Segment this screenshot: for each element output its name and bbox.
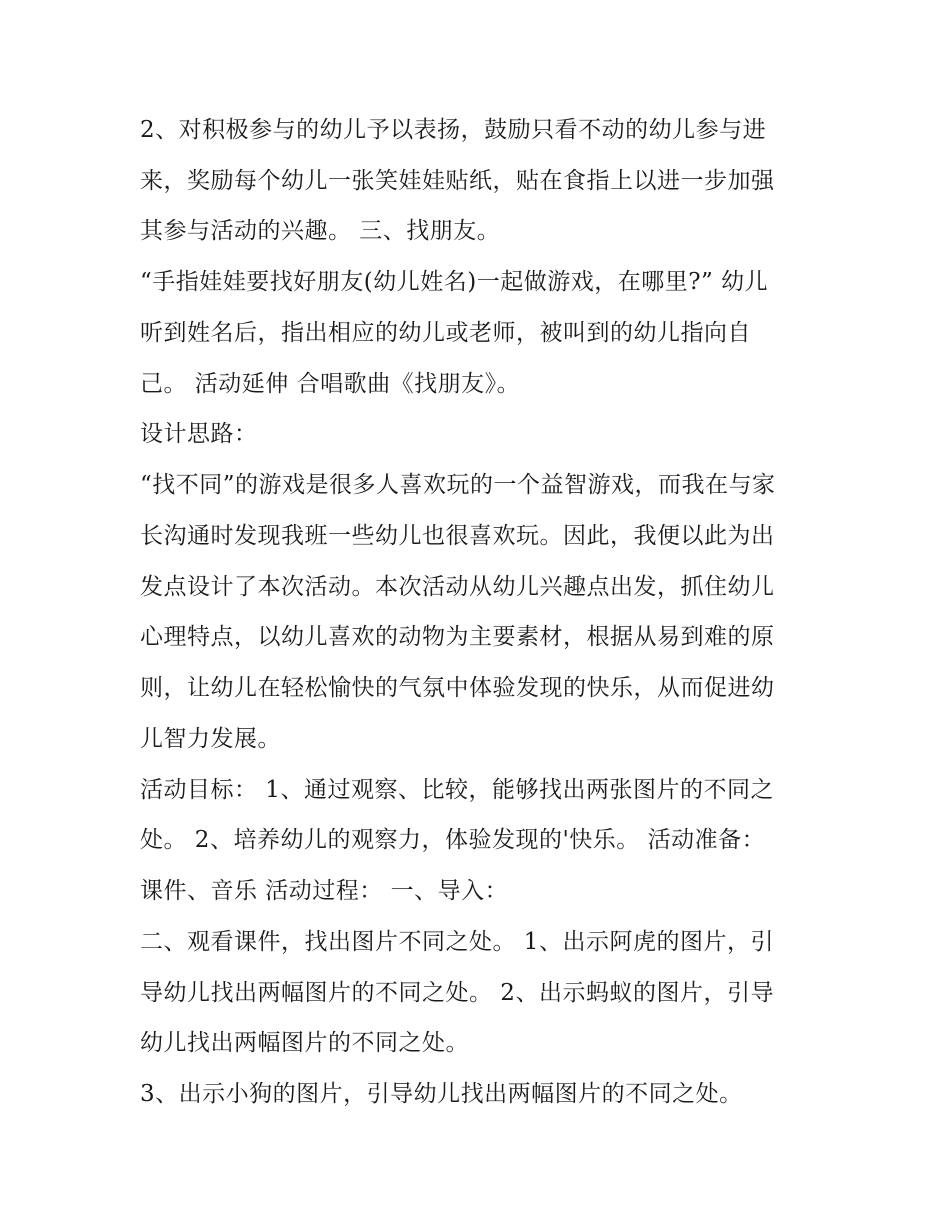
text-line: 二、观看课件，找出图片不同之处。 1、出示阿虎的图片，引 bbox=[140, 929, 774, 955]
text-line: 活动目标： 1、通过观察、比较，能够找出两张图片的不同之 bbox=[140, 777, 774, 803]
text-line: 儿智力发展。 bbox=[140, 726, 281, 752]
text-line: 3、出示小狗的图片，引导幼儿找出两幅图片的不同之处。 bbox=[140, 1081, 743, 1107]
text-line: 幼儿找出两幅图片的不同之处。 bbox=[140, 1030, 469, 1056]
text-line: 心理特点，以幼儿喜欢的动物为主要素材，根据从易到难的原 bbox=[140, 624, 775, 650]
text-line: 来，奖励每个幼儿一张笑娃娃贴纸，贴在食指上以进一步加强 bbox=[140, 168, 775, 194]
text-line: 发点设计了本次活动。本次活动从幼儿兴趣点出发，抓住幼儿 bbox=[140, 574, 775, 600]
text-line: 2、对积极参与的幼儿予以表扬，鼓励只看不动的幼儿参与进 bbox=[140, 117, 767, 143]
text-line: 长沟通时发现我班一些幼儿也很喜欢玩。因此，我便以此为出 bbox=[140, 523, 775, 549]
text-line: 己。 活动延伸 合唱歌曲《找朋友》。 bbox=[140, 371, 521, 397]
text-line: “手指娃娃要找好朋友(幼儿姓名)一起做游戏，在哪里?” 幼儿 bbox=[140, 269, 769, 295]
text-line: 处。 2、培养幼儿的观察力，体验发现的'快乐。 活动准备： bbox=[140, 827, 766, 853]
text-line: 导幼儿找出两幅图片的不同之处。 2、出示蚂蚁的图片，引导 bbox=[140, 980, 774, 1006]
text-line: 则，让幼儿在轻松愉快的气氛中体验发现的快乐，从而促进幼 bbox=[140, 675, 775, 701]
text-line: 其参与活动的兴趣。 三、找朋友。 bbox=[140, 218, 501, 244]
text-line: “找不同”的游戏是很多人喜欢玩的一个益智游戏，而我在与家 bbox=[140, 472, 776, 498]
section-heading: 设计思路： bbox=[140, 421, 258, 447]
text-line: 课件、音乐 活动过程： 一、导入： bbox=[140, 878, 509, 904]
text-line: 听到姓名后，指出相应的幼儿或老师，被叫到的幼儿指向自 bbox=[140, 320, 751, 346]
